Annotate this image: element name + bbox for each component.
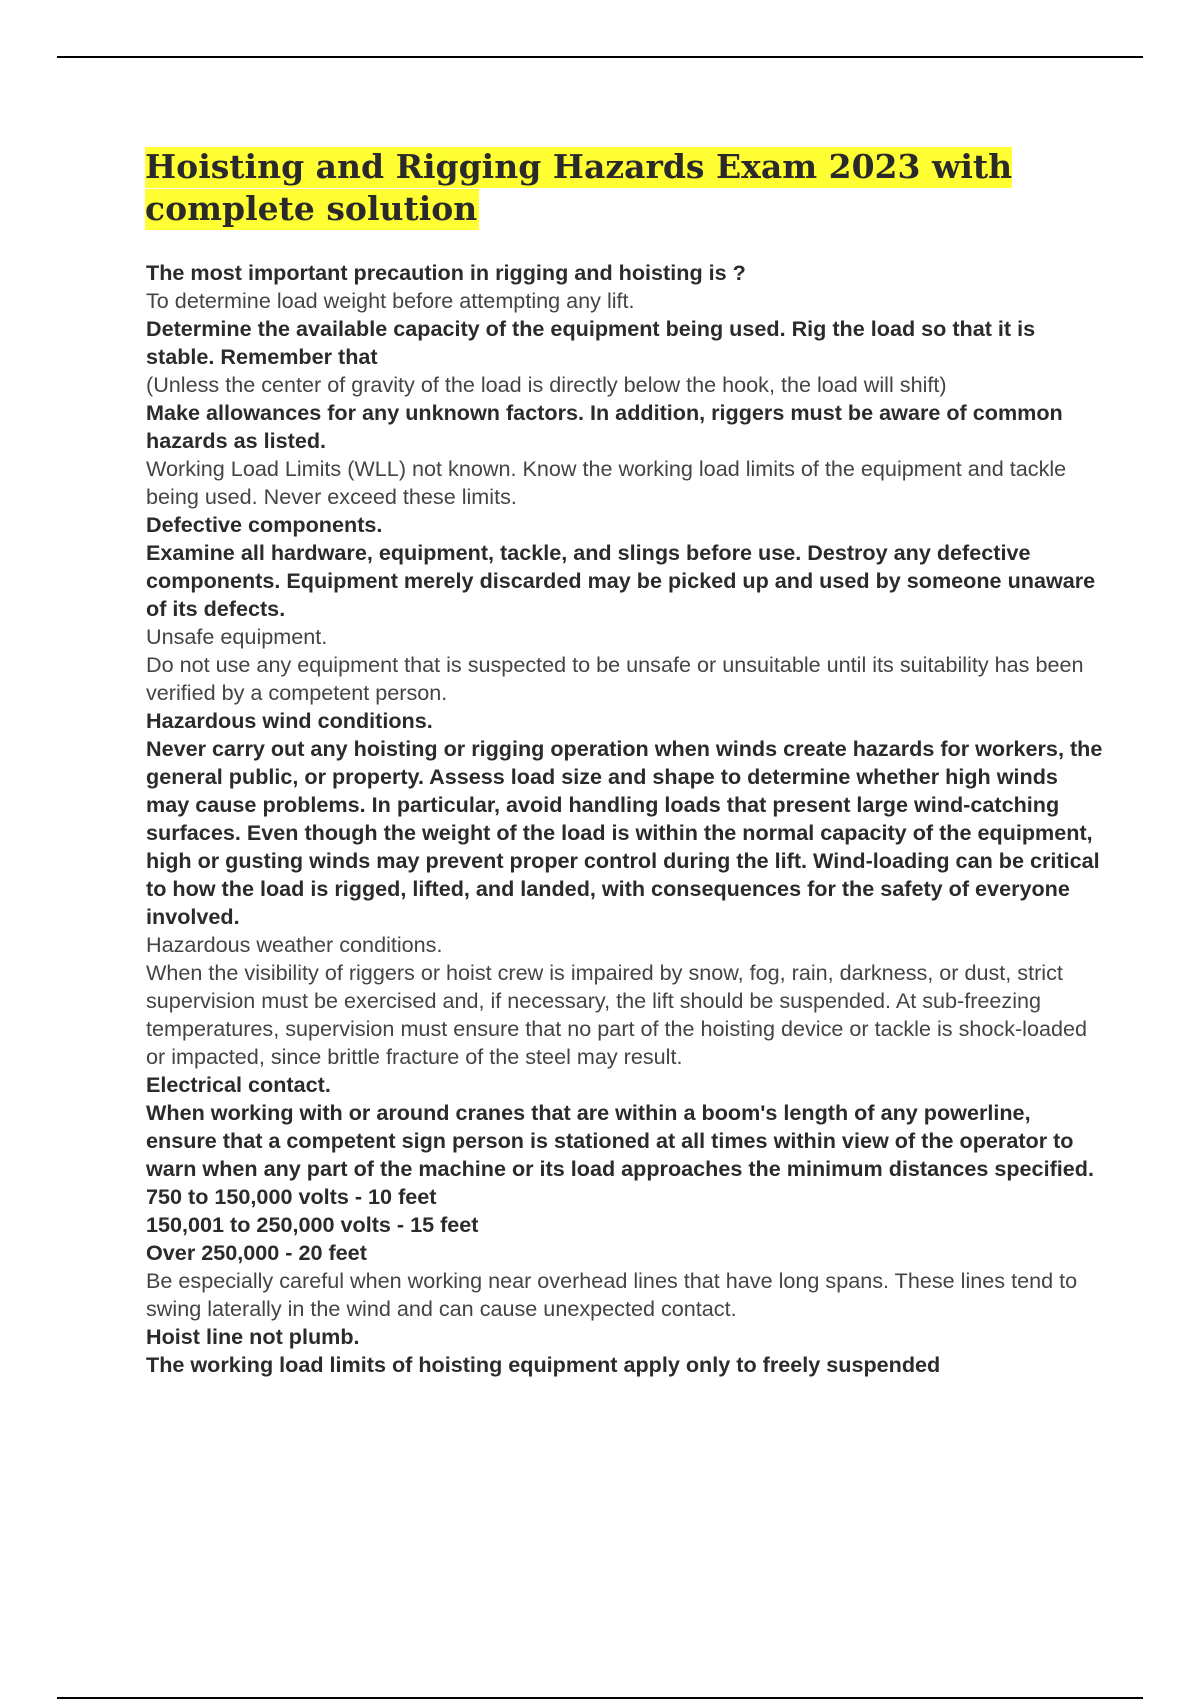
- question-text: Determine the available capacity of the equipment being used. Rig the load so that it is stable. Remember that: [146, 316, 1036, 369]
- answer-text: Do not use any equipment that is suspected to be unsafe or unsuitable until its suitability has been verified by a competent person.: [146, 652, 1084, 705]
- question-text: Electrical contact.: [146, 1072, 331, 1097]
- question-text: 150,001 to 250,000 volts - 15 feet: [146, 1212, 479, 1237]
- bottom-rule: [57, 1697, 1143, 1699]
- answer-text: Working Load Limits (WLL) not known. Know the working load limits of the equipment and tackle being used. Never exceed these limits.: [146, 456, 1067, 509]
- qa-list: [146, 259, 1106, 1379]
- question-text: Defective components.: [146, 512, 383, 537]
- question-text: 750 to 150,000 volts - 10 feet: [146, 1184, 437, 1209]
- answer-text: When the visibility of riggers or hoist crew is impaired by snow, fog, rain, darkness, or dust, strict supervision must be exercised and, if necessary, the lift should be suspended. At sub-freezing temperatures, supervision must ensure that no part of the hoisting device or tackle is shock-loaded or impacted, since brittle fracture of the steel may result.: [146, 960, 1088, 1069]
- top-rule: [57, 56, 1143, 58]
- answer-text: Be especially careful when working near overhead lines that have long spans. These lines tend to swing laterally in the wind and can cause unexpected contact.: [146, 1268, 1078, 1321]
- question-text: Make allowances for any unknown factors. In addition, riggers must be aware of common hazards as listed.: [146, 400, 1063, 453]
- question-text: The most important precaution in rigging and hoisting is ?: [146, 260, 746, 285]
- question-text: Over 250,000 - 20 feet: [146, 1240, 367, 1265]
- question-text: The working load limits of hoisting equipment apply only to freely suspended: [146, 1352, 941, 1377]
- question-text: Hoist line not plumb.: [146, 1324, 360, 1349]
- answer-text: (Unless the center of gravity of the load is directly below the hook, the load will shift): [146, 372, 947, 397]
- answer-text: Hazardous weather conditions.: [146, 932, 443, 957]
- question-text: Hazardous wind conditions.: [146, 708, 433, 733]
- question-text: Examine all hardware, equipment, tackle, and slings before use. Destroy any defective components. Equipment merely discarded may be picked up and used by someone unaware of its defects.: [146, 540, 1096, 621]
- title-highlight: Hoisting and Rigging Hazards Exam 2023 with complete solution: [145, 147, 1013, 228]
- answer-text: To determine load weight before attempting any lift.: [146, 288, 635, 313]
- question-text: When working with or around cranes that are within a boom's length of any powerline, ensure that a competent sign person is stationed at all times within view of the operator to warn when any part of the machine or its load approaches the minimum distances specified.: [146, 1100, 1094, 1181]
- question-text: Never carry out any hoisting or rigging operation when winds create hazards for workers, the general public, or property. Assess load size and shape to determine whether high winds may cause problems. In particular, avoid handling loads that present large wind-catching surfaces. Even though the weight of the load is within the normal capacity of the equipment, high or gusting winds may prevent proper control during the lift. Wind-loading can be critical to how the load is rigged, lifted, and landed, with consequences for the safety of everyone involved.: [146, 736, 1103, 929]
- answer-text: Unsafe equipment.: [146, 624, 328, 649]
- document-title: [145, 146, 1075, 230]
